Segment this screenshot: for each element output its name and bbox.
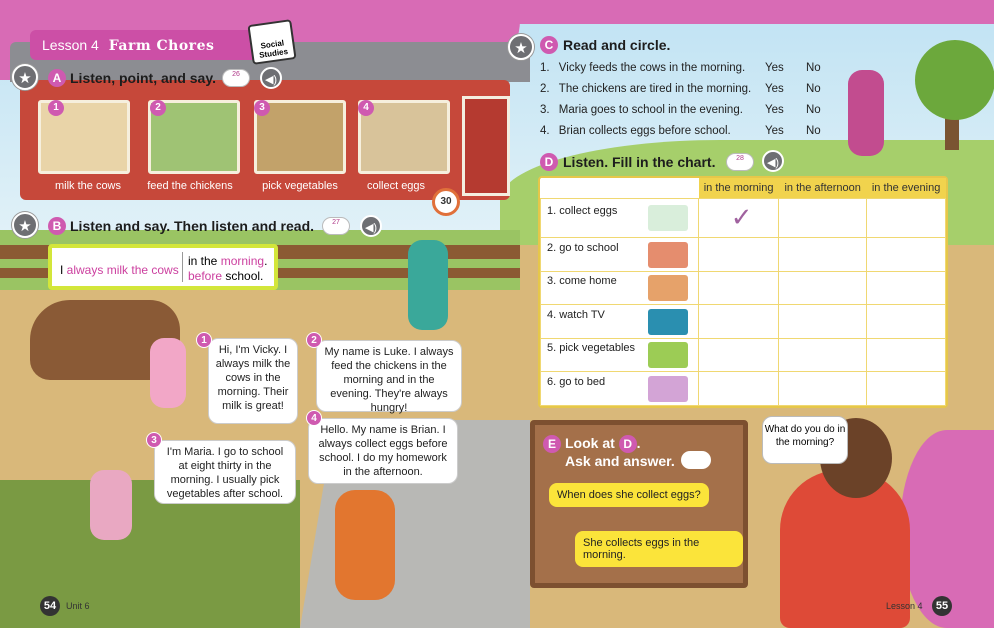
chart-corner [541, 178, 699, 198]
section-d-heading: Listen. Fill in the chart. [563, 154, 716, 170]
answer-yes[interactable]: Yes [765, 104, 784, 116]
item-number: 4 [358, 100, 374, 116]
chart-cell[interactable] [699, 338, 779, 372]
school-icon [648, 242, 688, 268]
grammar-pronoun: I [60, 263, 67, 277]
section-letter-c: C [540, 36, 558, 54]
barn-door [462, 96, 510, 196]
chart-cell[interactable] [867, 372, 946, 406]
chart-row-label [541, 305, 699, 339]
lesson-title: Farm Chores [108, 38, 215, 54]
speaker-number: 4 [306, 410, 322, 426]
chart-row-label [541, 372, 699, 406]
grammar-box [48, 244, 278, 290]
lesson-title-bar [30, 30, 262, 60]
answer-yes[interactable]: Yes [765, 83, 784, 95]
speech-bubble-vicky: Hi, I'm Vicky. I always milk the cows in the morning. Their milk is great! [208, 338, 298, 424]
prompt-bubble: What do you do in the morning? [762, 416, 848, 464]
section-letter-b: B [48, 217, 66, 235]
row-label: 4. watch TV [547, 308, 605, 321]
speaker-icon[interactable]: ◀) [260, 67, 282, 89]
audio-track-badge[interactable] [322, 217, 350, 235]
grammar-verb: milk the cows [103, 263, 179, 277]
chart-cell[interactable] [779, 305, 867, 339]
speech-bubble-maria: I'm Maria. I go to school at eight thirty in the morning. I usually pick vegetables after school. [154, 440, 296, 504]
chart-cell[interactable] [867, 238, 946, 272]
luke-illustration [408, 240, 448, 330]
chart-cell[interactable] [867, 305, 946, 339]
grammar-period: . [264, 254, 268, 268]
answer-yes[interactable]: Yes [765, 62, 784, 74]
section-letter-d: D [540, 153, 558, 171]
section-a-heading: Listen, point, and say. [70, 70, 216, 86]
chart-row-label [541, 338, 699, 372]
page-number-left: 54 [40, 596, 60, 616]
caption-pick-vegetables: pick vegetables [262, 180, 338, 192]
chart-cell[interactable] [779, 271, 867, 305]
chart-cell[interactable] [699, 238, 779, 272]
caption-collect-eggs: collect eggs [366, 180, 426, 192]
answer-no[interactable]: No [806, 62, 821, 74]
social-studies-tag: Social Studies [247, 19, 296, 65]
item-number: 3 [254, 100, 270, 116]
question-bubble: When does she collect eggs? [549, 483, 709, 507]
question-row [540, 62, 745, 74]
vicky-illustration [150, 338, 186, 408]
chart-cell[interactable] [699, 372, 779, 406]
apple-tree [915, 40, 994, 120]
check-mark-icon: ✓ [730, 202, 753, 233]
track-number: 28 [736, 155, 744, 162]
chart-cell[interactable] [867, 271, 946, 305]
item-number: 2 [150, 100, 166, 116]
question-text: Maria goes to school in the evening. [558, 104, 743, 116]
column-header: in the evening [867, 178, 946, 198]
grammar-time: before [188, 269, 223, 283]
section-c-heading: Read and circle. [563, 37, 671, 53]
answer-no[interactable]: No [806, 104, 821, 116]
chart-cell[interactable] [699, 305, 779, 339]
grammar-phrase: school. [222, 269, 264, 283]
row-label: 3. come home [547, 275, 617, 288]
grammar-adverb: always [66, 263, 104, 277]
section-letter-a: A [48, 69, 66, 87]
lesson-number: Lesson 4 [42, 37, 99, 53]
question-number: 2. [540, 83, 550, 95]
chart-cell[interactable] [699, 271, 779, 305]
item-number: 1 [48, 100, 64, 116]
answer-no[interactable]: No [806, 83, 821, 95]
grammar-right [188, 254, 267, 284]
page-number-right: 55 [932, 596, 952, 616]
question-text: Brian collects eggs before school. [558, 125, 731, 137]
chart-cell[interactable] [779, 372, 867, 406]
grammar-left [60, 263, 179, 277]
divider [182, 252, 183, 282]
section-letter-e: E [543, 435, 561, 453]
chart-row-label [541, 271, 699, 305]
audio-track-badge[interactable] [222, 69, 250, 87]
section-e-line2: Ask and answer. [565, 453, 675, 469]
row-label: 2. go to school [547, 241, 619, 254]
row-label: 5. pick vegetables [547, 342, 636, 355]
row-label: 1. collect eggs [547, 204, 618, 217]
tv-icon [648, 309, 688, 335]
sticker-badge[interactable]: 30 [432, 188, 460, 216]
chart-cell[interactable] [779, 238, 867, 272]
question-row [540, 104, 743, 116]
question-number: 4. [540, 125, 550, 137]
speaker-number: 3 [146, 432, 162, 448]
star-icon: ★ [508, 34, 534, 60]
house-icon [648, 275, 688, 301]
answer-bubble: She collects eggs in the morning. [575, 531, 743, 567]
unit-label: Unit 6 [66, 601, 90, 611]
bed-icon [648, 376, 688, 402]
chart-table [540, 178, 946, 406]
signboard [530, 420, 748, 588]
speaker-number: 1 [196, 332, 212, 348]
question-text: Vicky feeds the cows in the morning. [558, 62, 746, 74]
section-b-heading: Listen and say. Then listen and read. [70, 218, 315, 234]
daily-routine-chart [538, 176, 948, 408]
section-ref-d: D [619, 435, 637, 453]
vegetables-icon [648, 342, 688, 368]
track-number: 26 [232, 71, 240, 78]
track-number: 27 [332, 219, 340, 226]
girl-illustration [848, 70, 884, 156]
pair-work-icon [681, 451, 711, 469]
lesson-label: Lesson 4 [886, 601, 923, 611]
section-e-line1: Look at D . [565, 435, 641, 451]
chart-cell[interactable] [867, 338, 946, 372]
speech-bubble-brian: Hello. My name is Brian. I always collect eggs before school. I do my homework in the afternoon. [308, 418, 458, 484]
brian-illustration [335, 490, 395, 600]
grammar-time: morning [220, 254, 265, 268]
star-icon: ★ [12, 212, 38, 238]
question-number: 3. [540, 104, 550, 116]
chart-row-label [541, 238, 699, 272]
speaker-icon[interactable]: ◀) [762, 150, 784, 172]
chart-cell[interactable] [867, 198, 946, 238]
maria-illustration [90, 470, 132, 540]
question-row [540, 125, 731, 137]
column-header: in the afternoon [779, 178, 867, 198]
eggs-basket-icon [648, 205, 688, 231]
caption-feed-chickens: feed the chickens [147, 180, 233, 192]
chart-cell[interactable] [779, 198, 867, 238]
chart-row-label [541, 198, 699, 238]
grammar-phrase: in the [188, 254, 221, 268]
answer-no[interactable]: No [806, 125, 821, 137]
speaker-icon[interactable]: ◀) [360, 215, 382, 237]
caption-milk-cows: milk the cows [54, 180, 122, 192]
row-label: 6. go to bed [547, 375, 606, 388]
chart-cell[interactable] [779, 338, 867, 372]
question-row [540, 83, 751, 95]
star-icon: ★ [12, 64, 38, 90]
speech-bubble-luke: My name is Luke. I always feed the chickens in the morning and in the evening. They're always hungry! [316, 340, 462, 412]
chart-cell[interactable] [699, 198, 779, 238]
question-number: 1. [540, 62, 550, 74]
section-e-text: Look at [565, 435, 615, 451]
audio-track-badge[interactable] [726, 153, 754, 171]
answer-yes[interactable]: Yes [765, 125, 784, 137]
question-text: The chickens are tired in the morning. [558, 83, 752, 95]
column-header: in the morning [699, 178, 779, 198]
speaker-number: 2 [306, 332, 322, 348]
